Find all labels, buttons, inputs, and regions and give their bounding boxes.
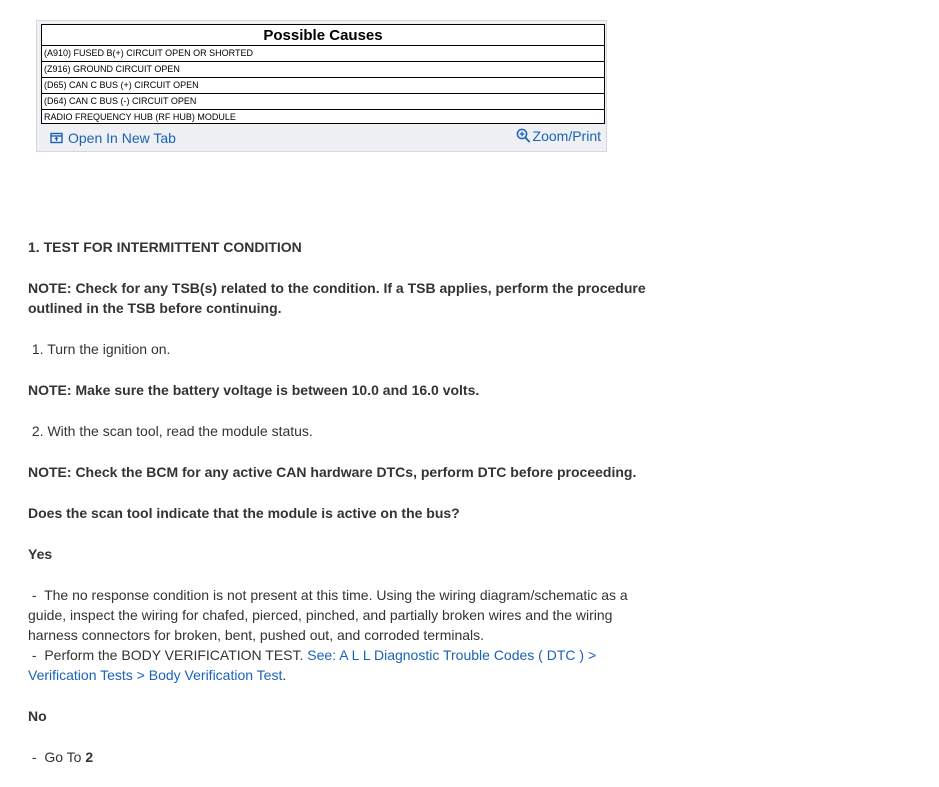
table-row: (A910) FUSED B(+) CIRCUIT OPEN OR SHORTED [42, 46, 604, 62]
yes-line-1: - The no response condition is not present at this time. Using the wiring diagram/schematic as a [28, 587, 628, 603]
note-tsb-line-2: outlined in the TSB before continuing. [28, 300, 282, 316]
procedure-content [28, 237, 648, 767]
yes-line-4: - Perform the BODY VERIFICATION TEST. [28, 647, 308, 663]
no-label: No [28, 708, 47, 724]
note-battery: NOTE: Make sure the battery voltage is between 10.0 and 16.0 volts. [28, 382, 480, 398]
link-text-1: See: A L L Diagnostic Trouble Codes ( DTC ) > [307, 647, 597, 663]
open-in-new-tab-button[interactable] [50, 130, 176, 146]
table-row: RADIO FREQUENCY HUB (RF HUB) MODULE [44, 112, 236, 122]
possible-causes-figure [36, 20, 607, 152]
no-instructions [28, 747, 648, 767]
step-item-2: 2. With the scan tool, read the module status. [28, 423, 313, 439]
link-text-2: Verification Tests > Body Verification Test [28, 667, 283, 683]
link-period: . [282, 667, 287, 683]
table-row: (Z916) GROUND CIRCUIT OPEN [42, 62, 604, 78]
possible-causes-table [41, 24, 605, 124]
open-in-new-tab-icon [50, 132, 63, 144]
figure-toolbar [37, 127, 606, 151]
yes-label: Yes [28, 546, 53, 562]
zoom-print-label: Zoom/Print [532, 128, 601, 144]
zoom-print-button[interactable] [516, 128, 601, 144]
go-to-text: - Go To [28, 749, 86, 765]
table-row: (D65) CAN C BUS (+) CIRCUIT OPEN [42, 78, 604, 94]
table-row: (D64) CAN C BUS (-) CIRCUIT OPEN [42, 94, 604, 110]
yes-line-3: harness connectors for broken, bent, pushed out, and corroded terminals. [28, 627, 485, 643]
step-item-1: 1. Turn the ignition on. [28, 341, 171, 357]
go-to-step: 2 [85, 749, 94, 765]
table-title: Possible Causes [42, 25, 604, 46]
open-in-new-tab-label: Open In New Tab [68, 130, 176, 146]
yes-line-2: guide, inspect the wiring for chafed, pierced, pinched, and partially broken wires and the wiring [28, 607, 613, 623]
question: Does the scan tool indicate that the module is active on the bus? [28, 505, 460, 521]
note-bcm: NOTE: Check the BCM for any active CAN hardware DTCs, perform DTC before proceeding. [28, 464, 637, 480]
note-tsb [28, 278, 648, 318]
step-heading: 1. TEST FOR INTERMITTENT CONDITION [28, 239, 302, 255]
yes-instructions [28, 585, 648, 685]
note-tsb-line-1: NOTE: Check for any TSB(s) related to the condition. If a TSB applies, perform the procedure [28, 280, 646, 296]
magnifier-plus-icon [516, 128, 531, 144]
